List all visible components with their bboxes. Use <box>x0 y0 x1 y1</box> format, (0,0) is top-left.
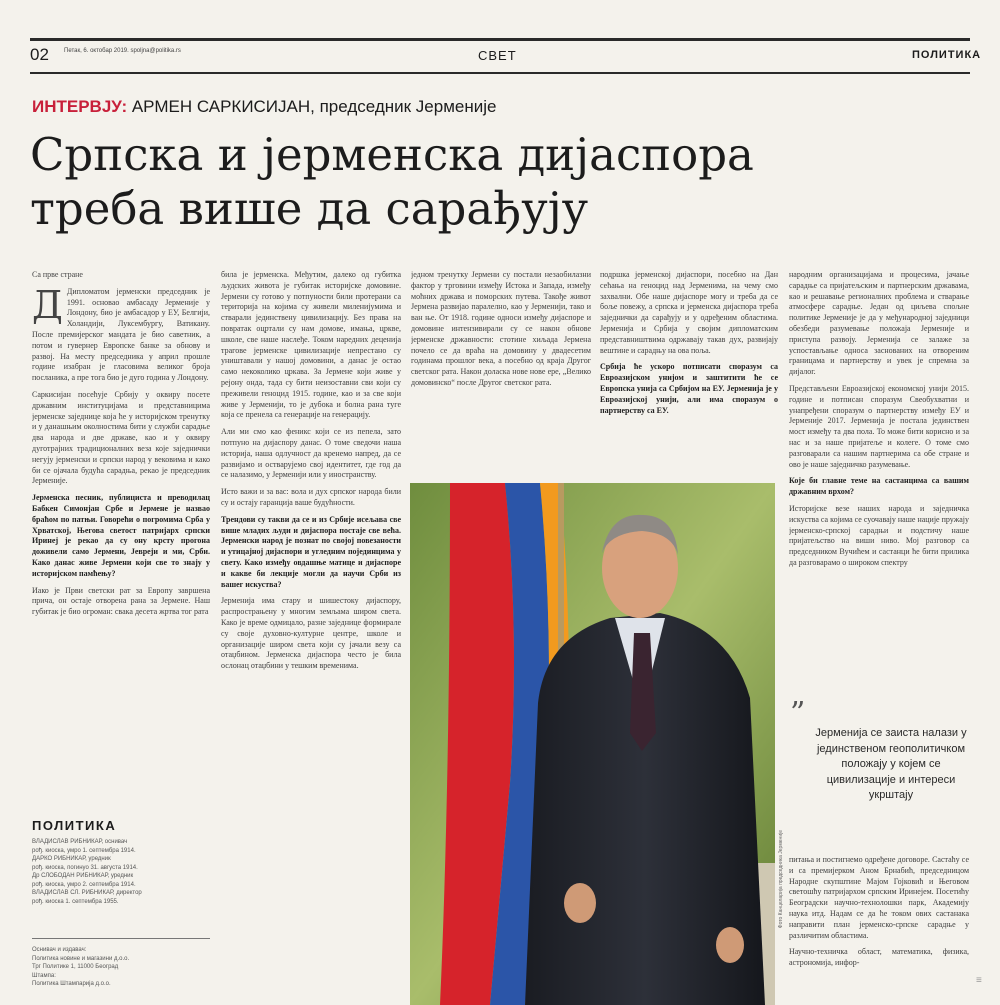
quote-mark-icon: ” <box>790 696 806 731</box>
body-paragraph: Исто важи и за вас: вола и дух српског народа били су и остају гаранција ваше будућности. <box>221 487 401 507</box>
page-number: 02 <box>30 45 49 64</box>
headline-line-1: Српска и јерменска дијаспора <box>30 128 754 181</box>
article-column-5-continued <box>789 855 969 1005</box>
staff-line: ВЛАДИСЛАВ СЛ. РИБНИКАР, директор <box>32 890 142 896</box>
top-rule <box>30 38 970 41</box>
article-column-4 <box>600 270 778 475</box>
date-line: Петак, 6. октобар 2019. spoljna@politika.rs <box>64 48 181 54</box>
article-column-3 <box>411 270 591 475</box>
interview-question: Србија ће ускоро потписати споразум са Евроазијском унијом и заштитити ће се Европска унија са Србијом на ЕУ. Јерменија је у Евроазијској унији, али има споразум о партнерству са ЕУ. <box>600 362 778 415</box>
contact-line: Трг Политике 1, 11000 Београд <box>32 964 119 970</box>
staff-box <box>32 838 210 906</box>
article-column-5 <box>789 270 969 690</box>
right-hand <box>716 927 744 963</box>
contact-line: Политика Штампарија д.о.о. <box>32 981 111 987</box>
body-paragraph: Представљени Евроазијској економској унији 2015. године и потписан споразум Свеобухватни и унапређени споразум о партнерству између ЕУ и Јерменије 2017. Јерменија је постала јединствен мост између та два пола. То може бити корисно и за нас и за наше пријатеље и колеге. О томе смо разговарали са нашим партнерима са обе стране и ово је наше заједничко разумевање. <box>789 383 969 469</box>
left-hand <box>564 883 596 923</box>
staff-line: рођ. киоска, погинуо 31. августа 1914. <box>32 864 138 871</box>
body-paragraph: Али ми смо као феникс који се из пепела, зато потпуно на дијаспору данас. О томе сведочи наша историја, наша одлучност да кренемо напред, да се развијамо и остварујемо свој идентитет, где год да се налазимо, у Јерменији или у иностранству. <box>221 427 401 480</box>
staff-divider <box>32 938 210 939</box>
contact-line: Оснивач и издавач: <box>32 947 87 953</box>
body-paragraph: питања и постигнемо одређене договоре. Састаћу се и са премијерком Аном Брнабић, председницом Народне скупштине Мајом Гојковић и Његовом светошћу патријархом српским Иринејем. Посетићу Београдски научно-технолошки парк, Академију наука итд. Надам се да ће током ових састанака направити план јерменско-српске сарадње у различитим областима. <box>789 855 969 940</box>
president-photo <box>410 483 775 1005</box>
header-rule <box>30 72 970 74</box>
pull-quote: Јерменија се заиста налази у јединственом геополитичком положају у којем се цивилизације и интереси укрштају <box>815 727 967 801</box>
body-paragraph: Јерменија има стару и шишестоку дијаспору, распрострањену у многим земљама широм света. Како је време одмицало, разне заједнице формирале су своје духовно-културне центре, школе и организације широм света који су јачали везу са отаџбином. Јерменска дијаспора често је била ослонац отаџбини у тешким временима. <box>221 596 401 671</box>
body-paragraph: Иако је Први светски рат за Европу завршена прича, он остаје отворена рана за Јермене. Наш губитак је био огроман: свака десета жртва тог рата <box>32 585 210 617</box>
interview-question: Које би главне теме на састанцима са вашим државним врхом? <box>789 476 969 497</box>
contact-box <box>32 946 210 989</box>
body-paragraph: Д Дипломатом јерменски председник је 1991. основао амбасаду Јерменије у Лондону, био је амбасадор у ЕУ, Белгији, Холандији, Луксембургу, Ватикану. После премијерског мандата је био саветник, а потом и гувернер Европске банке за обнову и развој. На месту председника у април прошле године изабран је гласовима великог броја посланика, а пре тога био је дуго година у Лондону. <box>32 282 210 383</box>
contact-line: Политика новине и магазини д.о.о. <box>32 955 130 962</box>
scroll-hint-icon: ≡ <box>976 975 982 986</box>
masthead-logo: ПОЛИТИКА <box>32 818 117 833</box>
from-front-label: Са прве стране <box>32 270 83 279</box>
drop-cap: Д <box>32 282 63 327</box>
section-title: СВЕТ <box>478 48 517 63</box>
kicker <box>32 97 496 117</box>
photo-illustration <box>410 483 775 1005</box>
article-column-1 <box>32 270 210 812</box>
interview-question: Јерменска песник, публициста и преводилац Бабкен Симонјан Србе и Јермене је назвао браћом по патњи. Говорећи о погромима Срба у Хрватској, Његова светост патријарх српски Иринеј је рекао да су ону крсту прогона доживели само Јермени, Јевреји и ми, Срби. Како данас живе Јермени који све то знају у историјском памћењу? <box>32 493 210 578</box>
body-paragraph: подршка јерменској дијаспори, посебно на Дан сећања на геноцид над Јерменима, на чему смо захвални. Обе наше дијаспоре могу и треба да се боље повежу, а српска и јерменска дијаспора треба заједнички да сарађују и у одређеним областима. Јерменија и Србија у својим дипломатским представништвима одржавају такав дух, развијају вештине и сарадњу на ова поља. <box>600 270 778 355</box>
article-column-2 <box>221 270 401 1005</box>
staff-line: ДАРКО РИБНИКАР, уредник <box>32 856 111 862</box>
interview-question: Трендови су такви да се и из Србије исељава све више младих људи и дијаспора постаје све већа. Јерменски народ је познат по својој повезаности и утицајној дијаспори и угледним појединцима у свету. Како између овдашње матице и дијаспоре и какве би лекције могли да научи Срби из вашег искуства? <box>221 514 401 589</box>
contact-line: Штампа: <box>32 972 56 979</box>
body-paragraph: Историјске везе наших народа и заједничка искуства са којима се суочавају наше нације пружају јерменско-српској сарадњи и подстичу наше пријатељство на виши ниво. Мој разговор са председником Вучићем и састанци ће бити прилика да разговарамо о широком спектру <box>789 503 969 567</box>
staff-line: Др СЛОБОДАН РИБНИКАР, уредник <box>32 873 134 879</box>
newspaper-logo: ПОЛИТИКА <box>912 49 982 61</box>
body-paragraph: Саркисијан посећује Србију у оквиру посете државним институцијама и представницима јерменске заједнице која ће у историјском тренутку и у данашњим околностима бити у служби сарадње два народа и две државе, као и у оквиру дуготрајних традиционалних веза које заједнички негују јерменски и српски народ у вековима и како би се ојачала будућа сарадња, рекао је председник Јерменије. <box>32 389 210 486</box>
staff-line: ВЛАДИСЛАВ РИБНИКАР, оснивач <box>32 839 128 845</box>
body-paragraph: била је јерменска. Међутим, далеко од губитка људских живота је губитак историјске домовине. Јермени су готово у потпуности били протерани са територија на којима су живели миленијумима и стварали јединствену цивилизацију. Без права на повратак оцртали су нам домове, имања, цркве, школе, све наше наслеђе. Током наредних деценија трагове јерменске цивилизације непрестано су уништавали у нашој домовини, а данас је остао само некоколико цркава. За Јермене који живе у рејону онда, тада су бити неизоставни сви који су преживели геноцид 1915. године, као и за све који живе у Јерменији, то је дубока и болна рана туге која се пренела са генерације на генерацију. <box>221 270 401 420</box>
body-paragraph: народним организацијама и процесима, јачање сарадње са пријатељским и партнерским државама, као и решавање регионалних проблема и стварање атмосфере сарадње. Један од циљева спољне политике Јерменије је да у међународној заједници обезбеди разумевање положаја Јерменије и приступа развоју. Јерменија се залаже за успостављање односа заснованих на отвореним границама и партнерству и увек је спремна за дијалог. <box>789 270 969 377</box>
kicker-subject: АРМЕН САРКИСИЈАН, председник Јерменије <box>131 97 497 116</box>
headline-line-2: треба више да сарађују <box>30 182 589 235</box>
kicker-label: ИНТЕРВЈУ: <box>32 97 128 116</box>
body-paragraph: Научно-техничка област, математика, физика, астрономија, инфор- <box>789 947 969 968</box>
body-paragraph: једном тренутку Јермени су постали незаобилазни фактор у трговини између Истока и Запада, између моћних држава и поморских путева. Такође живот Јермена развијао паралелно, као у Јерменији, тако и ван ње. От 1918. године односи између дијаспоре и домовине интензивирали су се након обнове јерменске државности: стотине хиљада Јермена почело се да враћа на домовину у двадесетим годинама прошлог века, а посебно од краја Другог светског рата. Након доласка нове нове ере, „Велико домовинско“ после Другог светског рата. <box>411 270 591 387</box>
photo-caption: Фото Канцеларија председника Јерменије <box>778 830 784 929</box>
staff-line: рођ. киоска, умро 1. септембра 1914. <box>32 847 136 854</box>
staff-line: рођ. киоска, умро 2. септембра 1914. <box>32 881 136 888</box>
headline <box>30 128 970 236</box>
staff-line: рођ. киоска 1. септембра 1955. <box>32 898 119 905</box>
